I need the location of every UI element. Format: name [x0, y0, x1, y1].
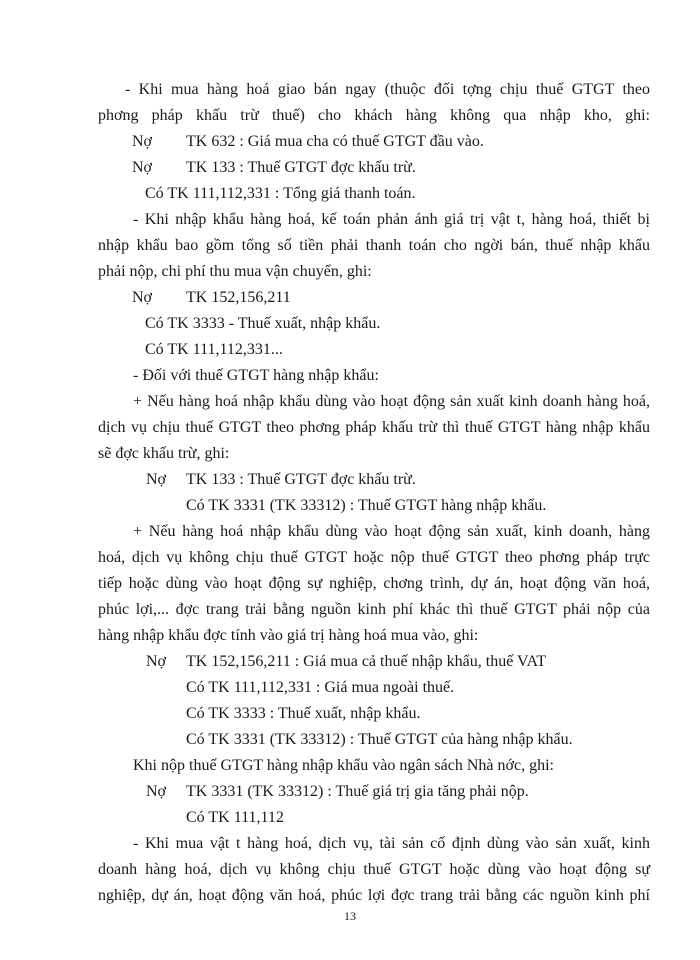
text-line: nghiệp, dự án, hoạt động văn hoá, phúc lợi đợc trang trải bằng các nguồn kinh phí [98, 887, 650, 904]
text-line: phải nộp, chi phí thu mua vận chuyển, ghi: [98, 263, 372, 280]
text-line: Có TK 111,112,331... [145, 341, 283, 358]
text-line: Có TK 111,112 [186, 809, 284, 826]
text-line: + Nếu hàng hoá nhập khẩu dùng vào hoạt động sản xuất kinh doanh hàng hoá, [133, 393, 650, 410]
text-line: phúc lợi,... đợc trang trải bằng nguồn kinh phí khác thì thuế GTGT phải nộp của [98, 601, 650, 618]
text-line: doanh hàng hoá, dịch vụ không chịu thuế GTGT hoặc dùng vào hoạt động sự [98, 861, 650, 878]
text-line: + Nếu hàng hoá nhập khẩu dùng vào hoạt động sản xuất, kinh doanh, hàng [133, 523, 650, 540]
debit-label: Nợ [146, 653, 167, 670]
text-line: TK 3331 (TK 33312) : Thuế giá trị gia tăng phải nộp. [186, 783, 529, 800]
text-line: Có TK 3333 - Thuế xuất, nhập khẩu. [145, 315, 381, 332]
text-line: phơng pháp khấu trừ thuế) cho khách hàng không qua nhập kho, ghi: [98, 107, 650, 124]
text-line: - Khi mua hàng hoá giao bán ngay (thuộc đối tợng chịu thuế GTGT theo [125, 81, 650, 98]
text-line: - Đối với thuế GTGT hàng nhập khẩu: [133, 367, 379, 384]
text-line: nhập khẩu bao gồm tổng số tiền phải thanh toán cho ngời bán, thuế nhập khẩu [98, 237, 650, 254]
text-line: dịch vụ chịu thuế GTGT theo phơng pháp khấu trừ thì thuế GTGT hàng nhập khẩu [98, 419, 650, 436]
text-line: Có TK 111,112,331 : Giá mua ngoài thuế. [186, 679, 455, 696]
debit-label: Nợ [146, 471, 167, 488]
debit-label: Nợ [132, 133, 153, 150]
text-line: sẽ đợc khấu trừ, ghi: [98, 445, 230, 462]
text-line: tiếp hoặc dùng vào hoạt động sự nghiệp, chơng trình, dự án, hoạt động văn hoá, [98, 575, 650, 592]
text-line: hoá, dịch vụ không chịu thuế GTGT hoặc nộp thuế GTGT theo phơng pháp trực [98, 549, 650, 566]
text-line: Có TK 3331 (TK 33312) : Thuế GTGT của hàng nhập khẩu. [186, 731, 573, 748]
page-number: 13 [344, 909, 356, 923]
text-line: Khi nộp thuế GTGT hàng nhập khẩu vào ngân sách Nhà nớc, ghi: [133, 757, 554, 774]
text-line: - Khi mua vật t hàng hoá, dịch vụ, tài sản cố định dùng vào sản xuất, kinh [133, 835, 650, 852]
text-line: hàng nhập khẩu đợc tính vào giá trị hàng hoá mua vào, ghi: [98, 627, 479, 644]
debit-label: Nợ [146, 783, 167, 800]
debit-label: Nợ [132, 159, 153, 176]
text-line: TK 133 : Thuế GTGT đợc khấu trừ. [186, 159, 416, 176]
text-line: TK 152,156,211 : Giá mua cả thuế nhập khẩu, thuế VAT [186, 653, 547, 670]
text-line: Có TK 3333 : Thuế xuất, nhập khẩu. [186, 705, 421, 722]
text-line: - Khi nhập khẩu hàng hoá, kế toán phản ánh giá trị vật t, hàng hoá, thiết bị [133, 211, 650, 228]
text-line: TK 133 : Thuế GTGT đợc khấu trừ. [186, 471, 416, 488]
debit-label: Nợ [132, 289, 153, 306]
text-line: Có TK 3331 (TK 33312) : Thuế GTGT hàng nhập khẩu. [186, 497, 547, 514]
text-line: TK 632 : Giá mua cha có thuế GTGT đầu vào. [186, 133, 484, 150]
text-line: Có TK 111,112,331 : Tổng giá thanh toán. [145, 185, 416, 202]
text-line: TK 152,156,211 [186, 289, 291, 306]
